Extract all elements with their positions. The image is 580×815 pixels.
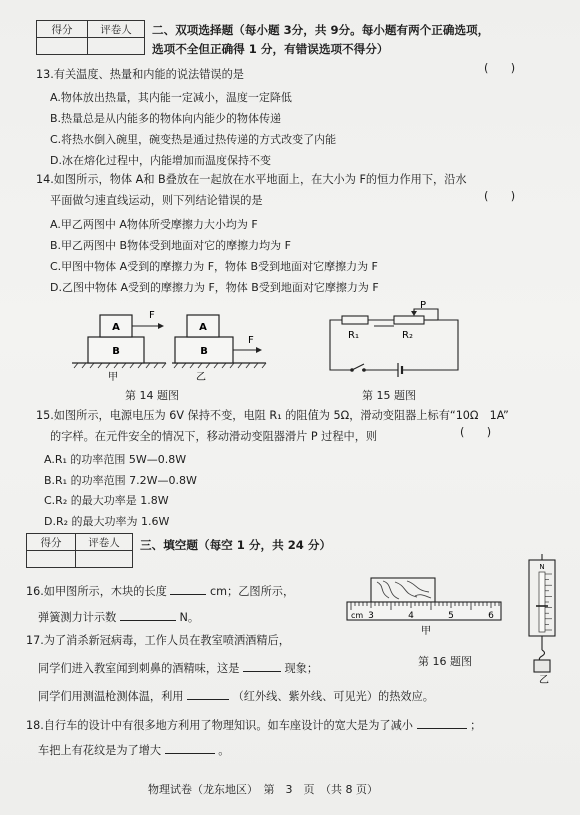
q18-line2 (38, 742, 229, 758)
scale-weight (534, 660, 550, 672)
q15-option-b: B.R₁ 的功率范围 7.2W—0.8W (44, 474, 197, 487)
grader-cell[interactable] (88, 38, 145, 55)
score-label-section3: 得分 (27, 534, 76, 551)
fig14-diagram-yi (172, 315, 266, 383)
score-label: 得分 (37, 21, 88, 38)
q16-text-length: 16.如甲图所示，木块的长度 (26, 585, 167, 598)
fig14-label-f-yi: F (248, 335, 254, 346)
section3-title: 三、填空题（每空 1 分，共 24 分） (140, 538, 332, 552)
grader-label-section3: 评卷人 (76, 534, 133, 551)
q17-text-options: （红外线、紫外线、可见光）的热效应。 (232, 690, 434, 703)
q16-line2 (38, 609, 199, 625)
fig16-label-jia: 甲 (421, 626, 431, 637)
fig14-arrowhead-jia (158, 323, 164, 329)
score-table-section3 (26, 533, 133, 568)
fig14-ground-hatch-yi (174, 363, 266, 368)
q14-stem-line1: 14.如图所示，物体 A和 B叠放在一起放在水平地面上，在大小为 F的恒力作用下，沿水 (36, 173, 467, 186)
fig15-label-r1: R₁ (348, 330, 359, 341)
fig15-caption: 第 15 题图 (362, 389, 416, 402)
fig14-label-yi: 乙 (196, 372, 206, 383)
q13-stem: 13.有关温度、热量和内能的说法错误的是 (36, 68, 244, 81)
q15-answer-bracket[interactable]: ( ) (460, 426, 492, 439)
q15-stem-line1: 15.如图所示，电源电压为 6V 保持不变，电阻 R₁ 的阻值为 5Ω，滑动变阻器上标有“10Ω 1A” (36, 409, 509, 422)
q17-blank-radiation[interactable] (187, 688, 229, 700)
q18-text-semicolon: ； (470, 719, 482, 732)
fig15-battery (398, 363, 402, 377)
q17-text-thermometer: 同学们用测温枪测体温，利用 (38, 690, 184, 703)
fig15-slider-arrow (411, 311, 417, 316)
q16-line1 (26, 583, 294, 599)
q17-blank-phenomenon[interactable] (243, 660, 281, 672)
q16-text-force: 弹簧测力计示数 (38, 611, 117, 624)
q16-blank-force[interactable] (120, 609, 176, 621)
scale-unit: N (539, 563, 545, 571)
q13-option-b: B.热量总是从内能多的物体向内能少的物体传递 (50, 112, 282, 125)
fig14-ground-hatch-jia (74, 363, 166, 368)
fig15-label-r2: R₂ (402, 330, 413, 341)
figure-16-spring-scale (525, 554, 559, 684)
q18-blank-friction[interactable] (165, 742, 215, 754)
fig16-tick-4: 4 (408, 611, 414, 621)
q18-line1 (26, 717, 481, 733)
fig16-label-yi: 乙 (539, 675, 549, 684)
fig14-label-jia: 甲 (108, 372, 118, 383)
score-cell-section3[interactable] (27, 551, 76, 568)
fig16-tick-5: 5 (448, 611, 454, 621)
grader-label: 评卷人 (88, 21, 145, 38)
score-cell[interactable] (37, 38, 88, 55)
fig14-label-a-yi: A (199, 322, 207, 333)
fig14-label-a-jia: A (112, 322, 120, 333)
q16-text-unit: cm；乙图所示， (209, 585, 295, 598)
scale-hook (539, 650, 544, 661)
fig16-tick-6: 6 (488, 611, 494, 621)
q17-line2 (38, 660, 318, 676)
fig14-arrowhead-yi (256, 347, 262, 353)
page-footer: 物理试卷（龙东地区） 第 3 页 （共 8 页） (148, 783, 378, 796)
q14-stem-line2: 平面做匀速直线运动，则下列结论错误的是 (50, 194, 263, 207)
q17-text-phenomenon: 现象； (284, 662, 319, 675)
q15-stem-line2: 的字样。在元件安全的情况下，移动滑动变阻器滑片 P 过程中，则 (50, 430, 378, 443)
score-table (36, 20, 145, 55)
fig14-caption: 第 14 题图 (125, 389, 179, 402)
q15-option-a: A.R₁ 的功率范围 5W—0.8W (44, 453, 187, 466)
q14-option-d: D.乙图中物体 A受到的摩擦力为 F，物体 B受到地面对它摩擦力为 F (50, 281, 379, 294)
q16-text-newton: N。 (179, 611, 200, 624)
q17-line3 (38, 688, 434, 704)
section2-title: 二、双项选择题（每小题 3分，共 9分。每小题有两个正确选项， (152, 23, 490, 37)
fig15-resistor-r1 (342, 316, 368, 324)
q14-option-b: B.甲乙两图中 B物体受到地面对它的摩擦力均为 F (50, 239, 291, 252)
q18-text-handlebar: 车把上有花纹是为了增大 (38, 744, 162, 757)
q13-answer-bracket[interactable]: ( ) (484, 62, 516, 75)
q18-text-period: 。 (218, 744, 230, 757)
q14-answer-bracket[interactable]: ( ) (484, 190, 516, 203)
q18-text-seat: 18.自行车的设计中有很多地方利用了物理知识。如车座设计的宽大是为了减小 (26, 719, 413, 732)
figure-15 (318, 300, 468, 390)
fig15-resistor-r2 (394, 316, 424, 324)
section2-note: 选项不全但正确得 1 分，有错误选项不得分） (152, 42, 389, 56)
q13-option-a: A.物体放出热量，其内能一定减小，温度一定降低 (50, 91, 292, 104)
fig15-wires (330, 320, 458, 370)
q16-blank-length[interactable] (170, 583, 206, 595)
q13-option-c: C.将热水倒入碗里，碗变热是通过热传递的方式改变了内能 (50, 133, 337, 146)
grader-cell-section3[interactable] (76, 551, 133, 568)
fig14-label-f-jia: F (149, 310, 155, 321)
fig14-label-b-jia: B (112, 346, 120, 357)
q15-option-d: D.R₂ 的最大功率为 1.6W (44, 515, 170, 528)
fig16-ruler-unit: cm (351, 611, 364, 620)
q14-option-a: A.甲乙两图中 A物体所受摩擦力大小均为 F (50, 218, 258, 231)
fig14-label-b-yi: B (200, 346, 208, 357)
q17-text-smell: 同学们进入教室闻到刺鼻的酒精味，这是 (38, 662, 240, 675)
fig16-wood-block (371, 578, 435, 602)
fig15-label-p: P (420, 300, 427, 311)
fig16-caption: 第 16 题图 (418, 655, 472, 668)
figure-14 (60, 298, 280, 388)
q14-option-c: C.甲图中物体 A受到的摩擦力为 F，物体 B受到地面对它摩擦力为 F (50, 260, 378, 273)
q18-blank-pressure[interactable] (417, 717, 467, 729)
q13-option-d: D.冰在熔化过程中，内能增加而温度保持不变 (50, 154, 271, 167)
fig14-diagram-jia (72, 310, 166, 383)
scale-track (539, 572, 545, 632)
fig16-tick-3: 3 (368, 611, 374, 621)
figure-16-ruler (345, 572, 505, 638)
q17-line1: 17.为了消杀新冠病毒，工作人员在教室喷洒酒精后， (26, 634, 290, 647)
fig15-switch (350, 364, 366, 372)
q15-option-c: C.R₂ 的最大功率是 1.8W (44, 494, 169, 507)
